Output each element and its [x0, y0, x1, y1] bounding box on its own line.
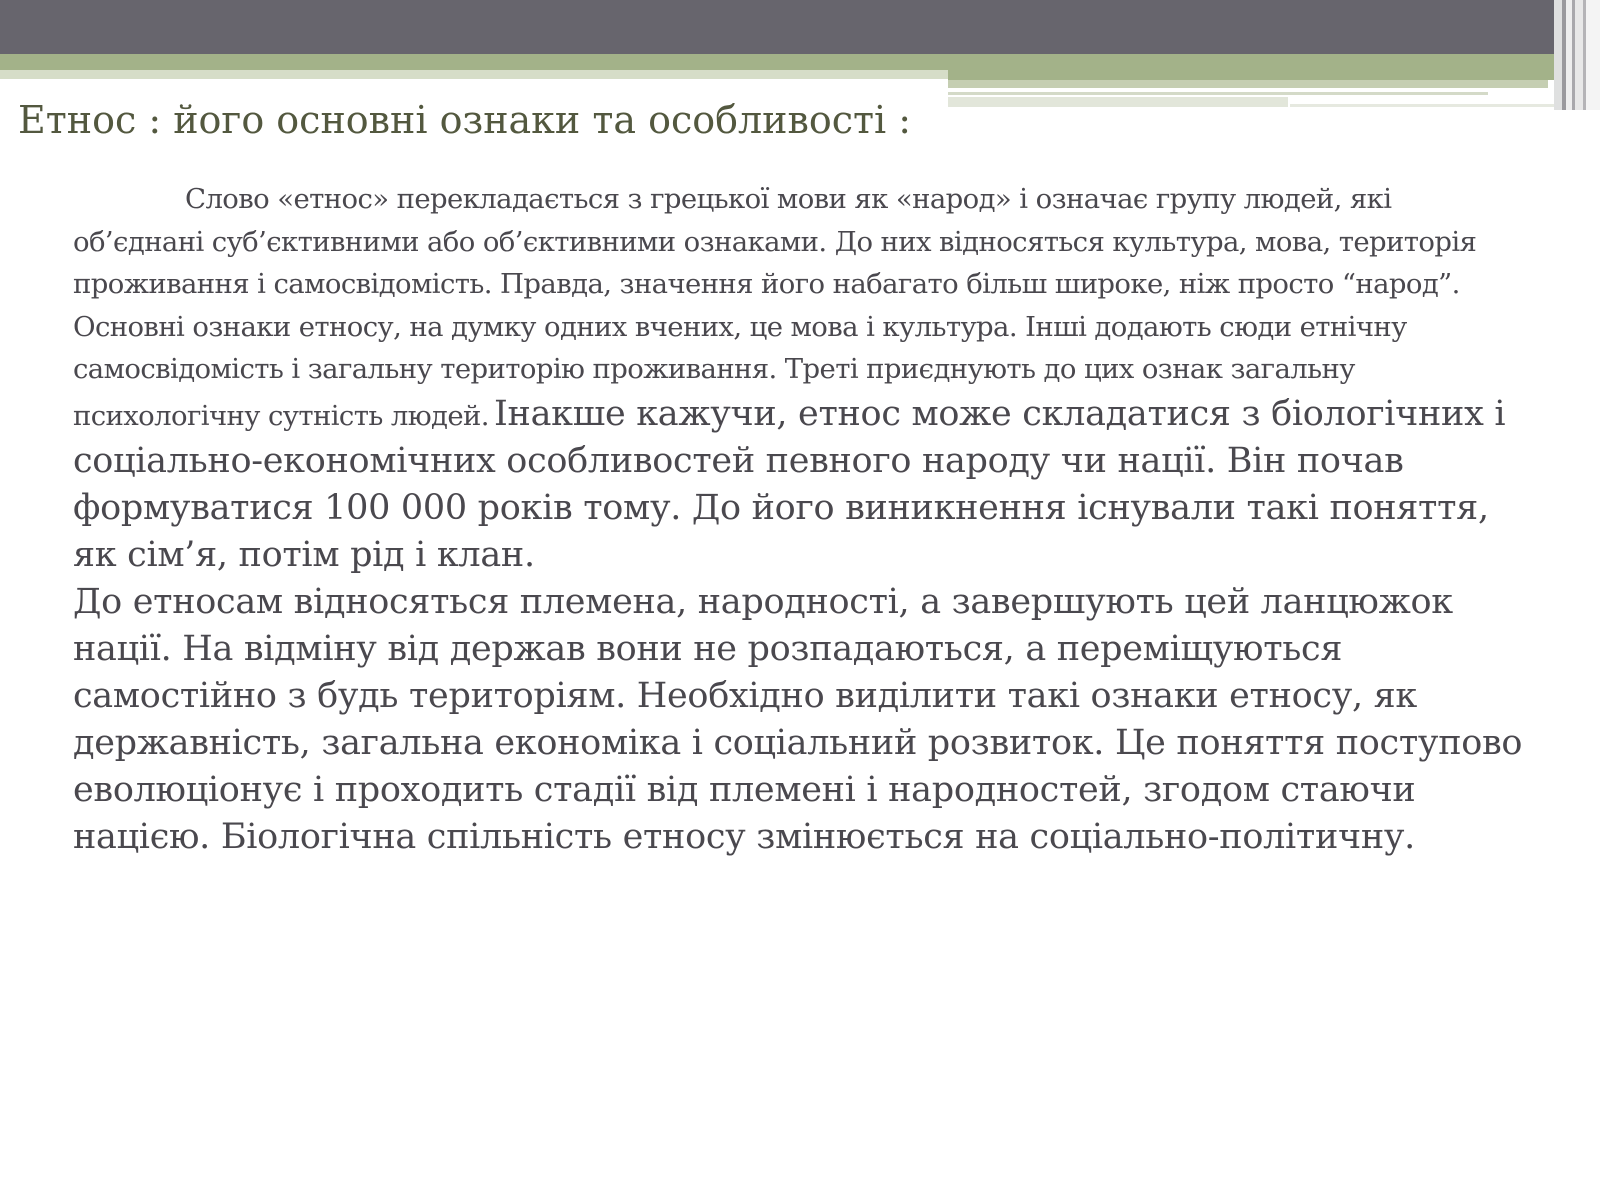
- header-line-1: [948, 92, 1488, 95]
- paragraph-1: [73, 178, 1523, 306]
- paragraph-3: До етносам відносяться племена, народності, а завершують цей ланцюжок нації. На відміну від держав вони не розпадаються, а переміщуються самостійно з будь територіям. Необхідно виділити такі ознаки етносу, як державність, загальна економіка і соціальний розвиток. Це поняття поступово еволюціонує і проходить стадії від племені і народностей, згодом стаючи нацією. Біологічна спільність етносу змінюється на соціально-політичну.: [73, 581, 1523, 857]
- right-edge-stripes: [1554, 0, 1600, 110]
- slide-body: [73, 178, 1523, 861]
- header-band-light-left: [0, 70, 948, 79]
- header-band-dark: [0, 0, 1600, 54]
- header-line-2: [948, 97, 1288, 107]
- header-band-green-right: [948, 70, 1600, 80]
- header-band-light-right: [948, 80, 1548, 88]
- paragraph-1-text: Слово «етнос» перекладається з грецької мови як «народ» і означає групу людей, які об’єднані суб’єктивними або об’єктивними ознаками. До них відносяться культура, мова, територія проживання і самосвідомість. Правда, значення його набагато більш широке, ніж просто “народ”.: [73, 183, 1477, 300]
- paragraph-2-small-text: Основні ознаки етносу, на думку одних вчених, це мова і культура. Інші додають сюди етнічну самосвідомість і загальну територію проживання. Треті приєднують до цих ознак загальну психологічну сутність людей.: [73, 310, 1407, 432]
- header-line-3: [1290, 104, 1570, 107]
- paragraph-2: [73, 306, 1523, 579]
- slide-title: Етнос : його основні ознаки та особливості :: [18, 98, 912, 142]
- header-band-green: [0, 54, 1600, 70]
- paragraph-2-large-text: Інакше кажучи, етнос може складатися з біологічних і соціально-економічних особливостей певного народу чи нації. Він почав формуватися 100 000 років тому. До його виникнення існували такі поняття, як сім’я, потім рід і клан.: [73, 393, 1506, 575]
